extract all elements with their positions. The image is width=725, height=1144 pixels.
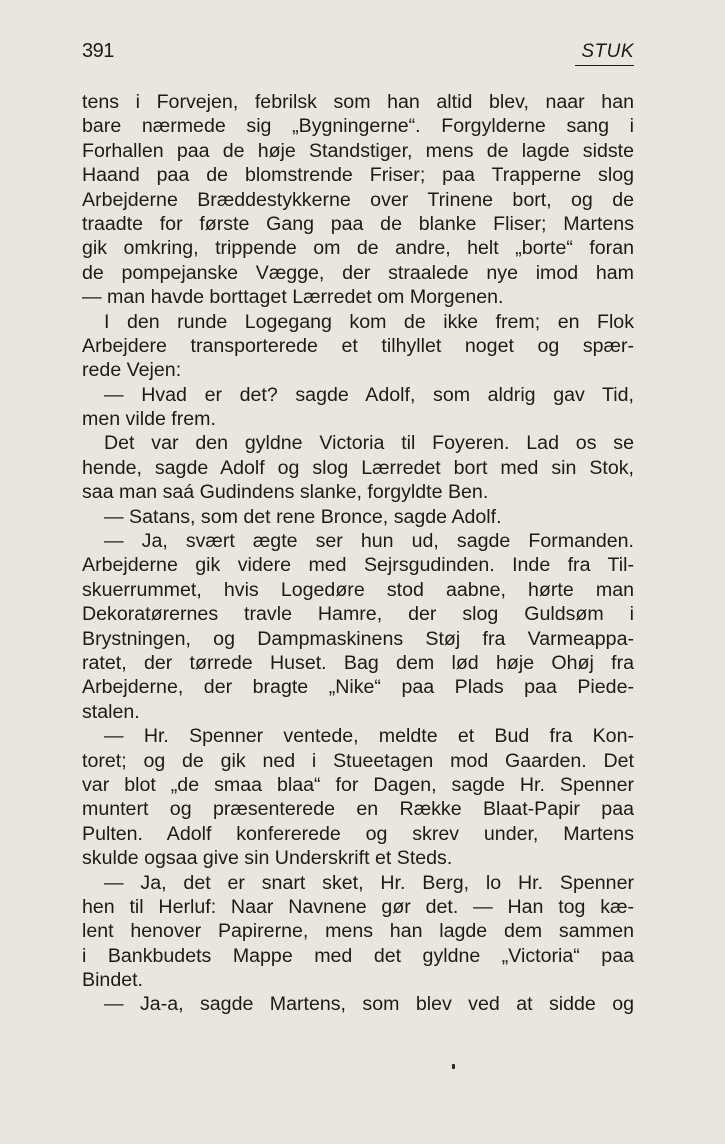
text-line: I den runde Logegang kom de ikke frem; en Flok bbox=[104, 310, 634, 333]
text-line: tens i Forvejen, febrilsk som han altid blev, naar han bbox=[82, 91, 634, 113]
running-head: STUK bbox=[575, 40, 634, 66]
page-header bbox=[82, 40, 634, 70]
text-line: Arbejderne Bræddestykkerne over Trinene bort, og de bbox=[82, 188, 634, 211]
text-line: — Ja, det er snart sket, Hr. Berg, lo Hr. Spenner bbox=[104, 871, 634, 894]
text-line: Bindet. bbox=[82, 969, 144, 992]
text-line: rede Vejen: bbox=[82, 359, 182, 382]
text-line: lent henover Papirerne, mens han lagde dem sammen bbox=[82, 920, 634, 943]
text-line: hen til Herluf: Naar Navnene gør det. — Han tog kæ- bbox=[82, 895, 634, 918]
text-line: gik omkring, trippende om de andre, helt „borte“ foran bbox=[82, 237, 634, 260]
text-line: stalen. bbox=[82, 700, 140, 723]
text-line: Brystningen, og Dampmaskinens Støj fra Varmeappa- bbox=[82, 627, 634, 650]
text-line: toret; og de gik ned i Stueetagen mod Gaarden. Det bbox=[82, 749, 634, 772]
text-line: var blot „de smaa blaa“ for Dagen, sagde Hr. Spenner bbox=[82, 773, 634, 796]
page-number: 391 bbox=[82, 40, 114, 62]
text-line: Dekoratørernes travle Hamre, der slog Guldsøm i bbox=[82, 603, 634, 626]
text-line: skulde ogsaa give sin Underskrift et Steds. bbox=[82, 847, 453, 870]
text-line: hende, sagde Adolf og slog Lærredet bort med sin Stok, bbox=[82, 456, 634, 479]
text-line: men vilde frem. bbox=[82, 408, 216, 431]
ink-speck bbox=[452, 1064, 455, 1069]
text-line: — Hvad er det? sagde Adolf, som aldrig gav Tid, bbox=[104, 383, 634, 406]
text-line: Arbejderne, der bragte „Nike“ paa Plads paa Piede- bbox=[82, 676, 634, 699]
text-line: de pompejanske Vægge, der straalede nye imod ham bbox=[82, 261, 634, 284]
text-line: Arbejdere transporterede et tilhyllet noget og spær- bbox=[82, 334, 634, 357]
text-line: ratet, der tørrede Huset. Bag dem lød høje Ohøj fra bbox=[82, 651, 634, 674]
text-line: — man havde borttaget Lærredet om Morgenen. bbox=[82, 286, 504, 309]
text-line: — Ja-a, sagde Martens, som blev ved at sidde og bbox=[104, 993, 634, 1016]
text-line: — Ja, svært ægte ser hun ud, sagde Formanden. bbox=[104, 530, 634, 553]
text-line: skuerrummet, hvis Logedøre stod aabne, hørte man bbox=[82, 578, 634, 601]
text-line: — Hr. Spenner ventede, meldte et Bud fra Kon- bbox=[104, 725, 634, 748]
text-line: saa man saá Gudindens slanke, forgyldte Ben. bbox=[82, 481, 489, 504]
text-line: Arbejderne gik videre med Sejrsgudinden. Inde fra Til- bbox=[82, 554, 634, 577]
text-line: Det var den gyldne Victoria til Foyeren. Lad os se bbox=[104, 432, 634, 455]
text-line: Pulten. Adolf konfererede og skrev under, Martens bbox=[82, 822, 634, 845]
text-line: Forhallen paa de høje Standstiger, mens de lagde sidste bbox=[82, 139, 634, 162]
text-line: i Bankbudets Mappe med det gyldne „Victoria“ paa bbox=[82, 944, 634, 967]
text-line: — Satans, som det rene Bronce, sagde Adolf. bbox=[104, 505, 502, 528]
text-line: muntert og præsenterede en Række Blaat-Papir paa bbox=[82, 798, 634, 821]
text-line: Haand paa de blomstrende Friser; paa Trapperne slog bbox=[82, 164, 634, 187]
text-line: traadte for første Gang paa de blanke Fliser; Martens bbox=[82, 212, 634, 235]
text-line: bare nærmede sig „Bygningerne“. Forgylderne sang i bbox=[82, 115, 634, 138]
body-text bbox=[82, 90, 634, 1017]
